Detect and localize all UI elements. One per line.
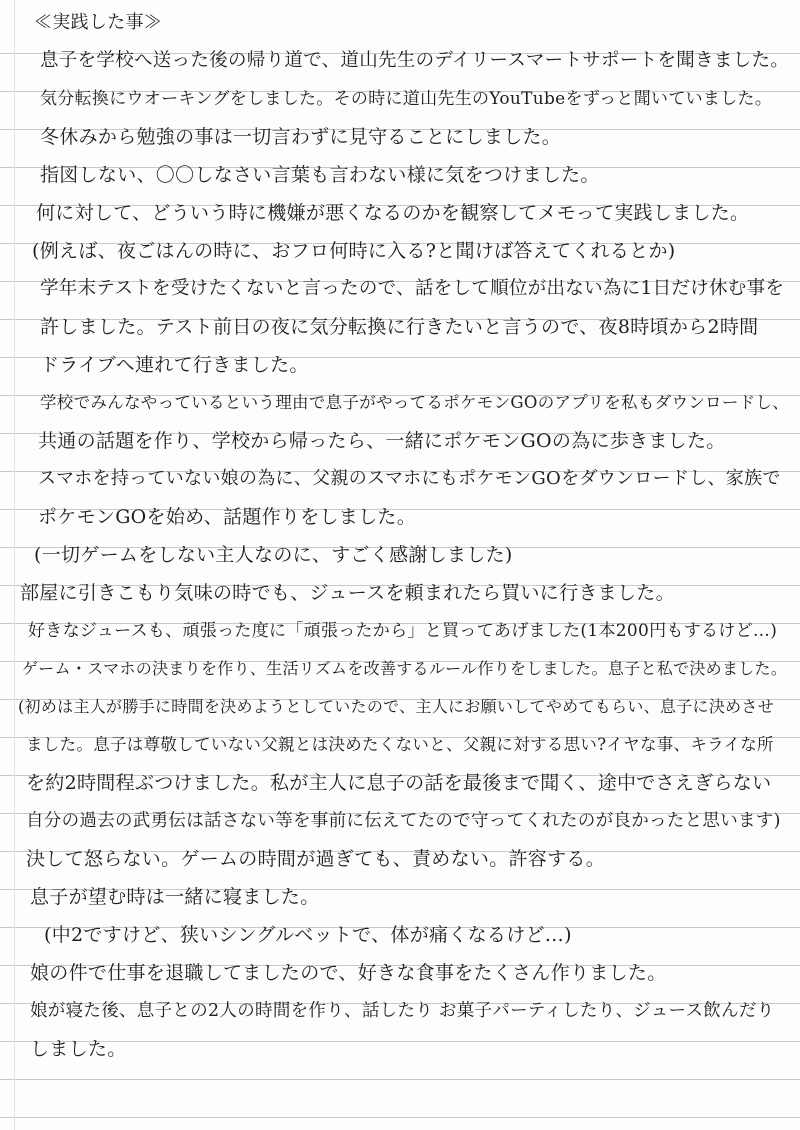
note-line: 娘の件で仕事を退職してましたので、好きな食事をたくさん作りました。 (30, 962, 667, 984)
note-line: 好きなジュースも、頑張った度に「頑張ったから」と買ってあげました(1本200円もするけど…) (28, 621, 778, 641)
note-line: 冬休みから勉強の事は一切言わずに見守ることにしました。 (40, 126, 562, 148)
note-line: (中2ですけど、狭いシングルベットで、体が痛くなるけど…) (44, 924, 572, 946)
note-line: (例えば、夜ごはんの時に、おフロ何時に入る?と聞けば答えてくれるとか) (32, 240, 676, 262)
note-line: を約2時間程ぶつけました。私が主人に息子の話を最後まで聞く、途中でさえぎらない (26, 772, 772, 794)
note-line: 学年末テストを受けたくないと言ったので、話をして順位が出ない為に1日だけ休む事を (40, 278, 785, 299)
note-line: ゲーム・スマホの決まりを作り、生活リズムを改善するルール作りをしました。息子と私で決めました。 (22, 659, 788, 678)
note-line: 決して怒らない。ゲームの時間が過ぎても、責めない。許容する。 (26, 848, 606, 870)
note-heading: ≪実践した事≫ (34, 12, 163, 33)
note-line: 息子が望む時は一緒に寝ました。 (30, 886, 320, 908)
note-line: ポケモンGOを始め、話題作りをしました。 (38, 506, 416, 528)
note-line: (一切ゲームをしない主人なのに、すごく感謝しました) (34, 544, 513, 566)
note-line: 何に対して、どういう時に機嫌が悪くなるのかを観察してメモって実践しました。 (36, 202, 750, 224)
note-line: 部屋に引きこもり気味の時でも、ジュースを頼まれたら買いに行きました。 (20, 582, 675, 604)
note-line: 自分の過去の武勇伝は話さない等を事前に伝えてたので守ってくれたのが良かったと思います) (26, 811, 781, 831)
note-line: 指図しない、〇〇しなさい言葉も言わない様に気をつけました。 (40, 164, 600, 186)
note-line: 学校でみんなやっているという理由で息子がやってるポケモンGOのアプリを私もダウンロードし、 (40, 393, 790, 412)
note-line: 娘が寝た後、息子との2人の時間を作り、話したり お菓子パーティしたり、ジュース飲んだり (30, 1001, 775, 1021)
note-line: スマホを持っていない娘の為に、父親のスマホにもポケモンGOをダウンロードし、家族で (38, 468, 781, 489)
note-line: しました。 (30, 1038, 127, 1060)
note-line: 気分転換にウオーキングをしました。その時に道山先生のYouTubeをずっと聞いていました。 (40, 89, 773, 109)
note-line: 許しました。テスト前日の夜に気分転換に行きたいと言うので、夜8時頃から2時間 (40, 316, 759, 338)
note-line: 息子を学校へ送った後の帰り道で、道山先生のデイリースマートサポートを聞きました。 (40, 50, 790, 71)
note-line: ました。息子は尊敬していない父親とは決めたくないと、父親に対する思い?イヤな事、キライな所 (26, 735, 774, 754)
page-margin-rule (14, 0, 15, 1130)
note-line: (初めは主人が勝手に時間を決めようとしていたので、主人にお願いしてやめてもらい、息子に決めさせ (18, 697, 775, 716)
note-line: ドライブへ連れて行きました。 (40, 354, 309, 376)
note-line: 共通の話題を作り、学校から帰ったら、一緒にポケモンGOの為に歩きました。 (38, 430, 726, 452)
